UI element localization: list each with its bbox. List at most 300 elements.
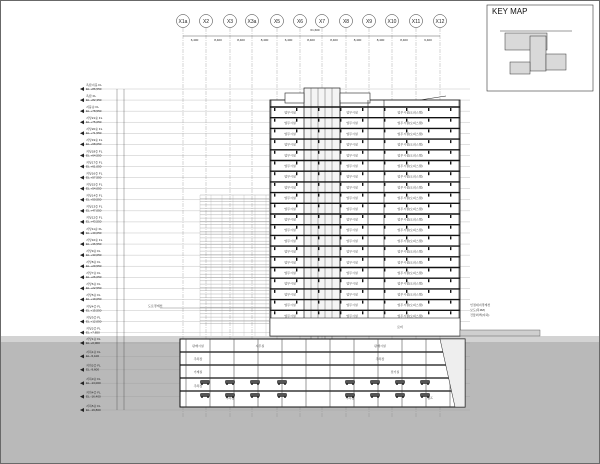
beam-stub (296, 108, 297, 111)
beam-stub (318, 140, 319, 143)
room-label-office: 업무시설(오피스텔) (397, 303, 423, 308)
level-name: 지하1층 FL (86, 350, 101, 355)
overall-dimension: 61,600 (310, 28, 320, 32)
beam-stub (296, 269, 297, 272)
grid-bubble-label: X3a (247, 19, 257, 25)
beam-stub (362, 290, 363, 293)
grid-bubble-label: X6 (296, 19, 304, 25)
room-label-office: 업무시설(오피스텔) (397, 206, 423, 211)
basement-room-label: 주차장 (193, 357, 203, 361)
beam-stub (274, 194, 275, 197)
grid-bubble-label: X12 (435, 19, 445, 25)
beam-stub (362, 108, 363, 111)
beam-stub (274, 151, 275, 154)
beam-stub (318, 129, 319, 132)
beam-stub (362, 226, 363, 229)
car-wheel (346, 383, 348, 385)
grid-bubble-label: X5 (273, 19, 281, 25)
beam-stub (362, 162, 363, 165)
room-label-office: 업무시설 (284, 185, 296, 190)
level-name: 지상16층 FL (86, 171, 103, 176)
grid-bubble-label: X11 (411, 19, 421, 25)
level-elevation: EL.+57,550 (86, 175, 102, 180)
grid-spacing-label: 8,400 (307, 38, 315, 42)
car-wheel (278, 383, 280, 385)
room-label-office: 업무시설 (346, 153, 358, 158)
beam-stub (362, 172, 363, 175)
right-note-1: 인접대지경계선 (470, 303, 491, 307)
beam-stub (362, 301, 363, 304)
level-elevation: EL.+26,050 (86, 275, 102, 280)
beam-stub (318, 194, 319, 197)
level-elevation: EL.+86,550 (86, 86, 102, 91)
right-note-2: 보도(폭3M) (470, 308, 485, 312)
beam-stub (450, 129, 451, 132)
beam-stub (362, 236, 363, 239)
room-label-office: 업무시설(오피스텔) (397, 217, 423, 222)
beam-stub (362, 204, 363, 207)
beam-stub (296, 247, 297, 250)
beam-stub (362, 311, 363, 314)
roof-structure (285, 93, 304, 103)
level-elevation: EL.-5,100 (86, 354, 100, 359)
beam-stub (450, 140, 451, 143)
room-label-office: 업무시설 (346, 271, 358, 275)
car-wheel (402, 396, 404, 398)
beam-stub (274, 129, 275, 132)
level-elevation: EL.-13,000 (86, 381, 101, 385)
beam-stub (274, 301, 275, 304)
key-map-block-4 (546, 54, 566, 70)
beam-stub (318, 226, 319, 229)
beam-stub (428, 108, 429, 111)
car-wheel (371, 383, 373, 385)
room-label-office: 업무시설 (284, 196, 296, 201)
level-name: 지하2층 FL (86, 363, 101, 368)
level-name: 지상12층 FL (86, 215, 103, 220)
car-wheel (232, 383, 234, 385)
level-elevation: EL.+50,550 (86, 197, 102, 202)
beam-stub (318, 247, 319, 250)
room-label-office: 업무시설 (346, 260, 358, 265)
beam-stub (428, 194, 429, 197)
room-label-office: 업무시설 (284, 142, 296, 147)
room-label-office: 업무시설 (346, 174, 358, 179)
level-elevation: EL.+0,000 (86, 340, 100, 345)
level-name: 지붕층 FL (86, 104, 100, 109)
room-label-office: 업무시설 (346, 142, 358, 147)
beam-stub (296, 215, 297, 218)
car-wheel (421, 383, 423, 385)
room-label-office: 업무시설(오피스텔) (397, 260, 423, 265)
room-label-office: 업무시설(오피스텔) (397, 238, 423, 243)
beam-stub (450, 290, 451, 293)
car-wheel (352, 383, 354, 385)
room-label-office: 업무시설 (346, 249, 358, 254)
room-label-office: 업무시설 (284, 110, 296, 115)
level-elevation: EL.+64,550 (86, 153, 102, 158)
beam-stub (450, 269, 451, 272)
room-label-office: 업무시설 (284, 164, 296, 168)
beam-stub (362, 129, 363, 132)
level-name: 지하4층 FL (86, 390, 101, 395)
beam-stub (428, 183, 429, 186)
beam-stub (450, 162, 451, 165)
beam-stub (428, 236, 429, 239)
basement-room-label: 주차장 (345, 396, 355, 400)
beam-stub (362, 183, 363, 186)
room-label-office: 업무시설 (346, 303, 358, 308)
beam-stub (450, 247, 451, 250)
level-name: 지상14층 FL (86, 193, 103, 198)
beam-stub (318, 204, 319, 207)
grid-bubble-label: X1a (178, 19, 188, 25)
right-note-3: 건물외벽(지하) (470, 313, 490, 317)
beam-stub (318, 172, 319, 175)
car-wheel (427, 383, 429, 385)
level-name: 지상5층 FL (86, 293, 101, 298)
level-name: 지상7층 FL (86, 271, 101, 276)
grid-bubble-label: X9 (365, 19, 373, 25)
room-label-office: 업무시설 (284, 217, 296, 222)
beam-stub (318, 301, 319, 304)
grid-bubble-label: X8 (342, 19, 350, 25)
room-label-office: 업무시설 (346, 164, 358, 168)
key-map (487, 5, 593, 91)
level-name: 지상13층 FL (86, 204, 103, 209)
level-name: 지상9층 FL (86, 248, 101, 253)
beam-stub (318, 236, 319, 239)
beam-stub (450, 108, 451, 111)
beam-stub (296, 204, 297, 207)
level-elevation: EL.-19,800 (86, 407, 101, 412)
level-elevation: EL.+40,050 (86, 230, 102, 235)
beam-stub (428, 129, 429, 132)
beam-stub (362, 269, 363, 272)
level-name: 옥탑지붕 FL (86, 82, 102, 87)
car-wheel (402, 383, 404, 385)
beam-stub (362, 279, 363, 282)
level-name: 지상17층 FL (86, 160, 103, 165)
room-label-office: 업무시설 (346, 313, 358, 318)
roof-structure (340, 93, 370, 103)
sidewalk-band (460, 330, 540, 336)
tower-core (304, 88, 340, 336)
beam-stub (274, 162, 275, 165)
car-wheel (278, 396, 280, 398)
beam-stub (296, 162, 297, 165)
level-name: 지상6층 FL (86, 282, 101, 287)
beam-stub (296, 172, 297, 175)
beam-stub (274, 279, 275, 282)
room-label-office: 업무시설(오피스텔) (397, 249, 423, 254)
level-elevation: EL.+7,650 (86, 330, 100, 335)
beam-stub (274, 236, 275, 239)
beam-stub (428, 301, 429, 304)
room-label-office: 업무시설 (346, 292, 358, 297)
beam-stub (318, 108, 319, 111)
level-name: 지상20층 FL (86, 127, 103, 132)
level-name: 지하3층 FL (86, 377, 101, 381)
basement-room-label: 기계실 (193, 370, 203, 374)
level-name: 지상19층 FL (86, 138, 103, 143)
car-wheel (251, 383, 253, 385)
room-label-office: 업무시설 (284, 238, 296, 243)
beam-stub (428, 162, 429, 165)
beam-stub (296, 279, 297, 282)
room-label-office: 업무시설 (346, 110, 358, 115)
room-label-office: 업무시설(오피스텔) (397, 142, 423, 147)
room-label-office: 업무시설(오피스텔) (397, 228, 423, 233)
beam-stub (450, 258, 451, 261)
level-name: 지상4층 FL (86, 304, 101, 309)
level-elevation: EL.+54,050 (86, 186, 102, 191)
beam-stub (428, 311, 429, 314)
car-wheel (201, 396, 203, 398)
room-label-office: 업무시설(오피스텔) (397, 271, 423, 275)
room-label-office: 업무시설 (284, 260, 296, 265)
room-label-office: 업무시설 (284, 131, 296, 136)
beam-stub (318, 258, 319, 261)
room-label-office: 업무시설 (284, 292, 296, 297)
beam-stub (428, 215, 429, 218)
room-label-office: 업무시설 (346, 281, 358, 286)
room-label-office: 업무시설 (284, 121, 296, 126)
level-elevation: EL.+19,050 (86, 297, 102, 302)
beam-stub (296, 301, 297, 304)
beam-stub (450, 204, 451, 207)
grid-spacing-label: 8,400 (330, 38, 338, 42)
beam-stub (274, 183, 275, 186)
room-label-office: 업무시설 (346, 238, 358, 243)
level-name: 옥탑 FL (86, 93, 97, 98)
car-wheel (396, 383, 398, 385)
beam-stub (274, 119, 275, 122)
car-wheel (207, 396, 209, 398)
lobby-label: 로비 (397, 325, 403, 329)
level-elevation: EL.+78,550 (86, 108, 102, 113)
beam-stub (450, 183, 451, 186)
beam-stub (450, 151, 451, 154)
room-label-office: 업무시설 (346, 228, 358, 233)
beam-stub (362, 247, 363, 250)
beam-stub (428, 226, 429, 229)
beam-stub (362, 140, 363, 143)
room-label-office: 업무시설(오피스텔) (397, 281, 423, 286)
beam-stub (296, 290, 297, 293)
room-label-office: 업무시설(오피스텔) (397, 164, 423, 168)
room-label-office: 업무시설 (284, 153, 296, 158)
car-wheel (226, 383, 228, 385)
level-name: 지상2층 FL (86, 326, 101, 331)
car-wheel (251, 396, 253, 398)
beam-stub (428, 247, 429, 250)
beam-stub (450, 226, 451, 229)
basement-room-label: 판매시설 (374, 344, 386, 348)
beam-stub (450, 119, 451, 122)
level-elevation: EL.+12,050 (86, 319, 102, 324)
basement-room-label: 주차장 (193, 384, 203, 388)
key-map-title: KEY MAP (492, 7, 528, 16)
beam-stub (450, 236, 451, 239)
room-label-office: 업무시설 (284, 313, 296, 318)
beam-stub (450, 311, 451, 314)
beam-stub (318, 279, 319, 282)
beam-stub (362, 151, 363, 154)
podium-note: 도로경계선 (148, 304, 163, 308)
car-wheel (377, 383, 379, 385)
beam-stub (318, 151, 319, 154)
beam-stub (274, 258, 275, 261)
room-label-office: 업무시설(오피스텔) (397, 110, 423, 115)
car-wheel (257, 396, 259, 398)
level-name: 지상18층 FL (86, 149, 103, 154)
beam-stub (428, 151, 429, 154)
level-name: 지상21층 FL (86, 116, 103, 121)
level-elevation: EL.+71,550 (86, 131, 102, 136)
car-wheel (257, 383, 259, 385)
beam-stub (296, 236, 297, 239)
car-wheel (207, 383, 209, 385)
beam-stub (428, 172, 429, 175)
beam-stub (296, 129, 297, 132)
beam-stub (274, 311, 275, 314)
room-label-office: 업무시설(오피스텔) (397, 174, 423, 179)
beam-stub (318, 119, 319, 122)
beam-stub (318, 269, 319, 272)
car-wheel (284, 396, 286, 398)
key-map-block-2 (530, 36, 546, 71)
grid-spacing-label: 6,400 (424, 38, 432, 42)
room-label-office: 업무시설(오피스텔) (397, 196, 423, 201)
beam-stub (296, 194, 297, 197)
room-label-office: 업무시설 (284, 281, 296, 286)
beam-stub (428, 258, 429, 261)
beam-stub (274, 204, 275, 207)
beam-stub (296, 258, 297, 261)
beam-stub (428, 279, 429, 282)
room-label-office: 업무시설(오피스텔) (397, 185, 423, 190)
basement-room-label: 주차장 (375, 357, 385, 361)
grid-bubble-label: X2 (202, 19, 210, 25)
beam-stub (274, 140, 275, 143)
level-elevation: EL.+43,550 (86, 219, 102, 224)
beam-stub (318, 215, 319, 218)
grid-spacing-label: 8,400 (353, 38, 362, 42)
key-map-block-3 (510, 62, 530, 74)
level-name: 지상10층 FL (86, 237, 103, 242)
grid-bubble-label: X10 (387, 19, 397, 25)
car-wheel (371, 396, 373, 398)
beam-stub (318, 311, 319, 314)
beam-stub (274, 172, 275, 175)
room-label-office: 업무시설 (284, 271, 296, 275)
car-wheel (284, 383, 286, 385)
room-label-office: 업무시설 (284, 206, 296, 211)
room-label-office: 업무시설 (346, 206, 358, 211)
level-elevation: EL.+75,050 (86, 120, 102, 125)
beam-stub (274, 290, 275, 293)
beam-stub (318, 290, 319, 293)
beam-stub (296, 183, 297, 186)
ground-lobby (270, 318, 460, 336)
room-label-office: 업무시설 (346, 185, 358, 190)
beam-stub (428, 140, 429, 143)
beam-stub (428, 204, 429, 207)
beam-stub (450, 194, 451, 197)
basement-room-label: 판매시설 (192, 344, 204, 348)
level-elevation: EL.+29,550 (86, 264, 102, 269)
beam-stub (450, 172, 451, 175)
beam-stub (274, 108, 275, 111)
beam-stub (428, 290, 429, 293)
level-elevation: EL.+36,550 (86, 241, 102, 246)
grid-bubble-label: X3 (226, 19, 234, 25)
level-elevation: EL.+22,550 (86, 286, 102, 291)
beam-stub (274, 247, 275, 250)
beam-stub (296, 119, 297, 122)
beam-stub (450, 301, 451, 304)
room-label-office: 업무시설(오피스텔) (397, 153, 423, 158)
beam-stub (450, 279, 451, 282)
room-label-office: 업무시설(오피스텔) (397, 313, 423, 318)
beam-stub (362, 194, 363, 197)
beam-stub (318, 162, 319, 165)
beam-stub (274, 226, 275, 229)
grid-spacing-label: 8,400 (400, 38, 408, 42)
car-wheel (377, 396, 379, 398)
room-label-office: 업무시설 (346, 121, 358, 126)
beam-stub (428, 269, 429, 272)
level-elevation: EL.+15,550 (86, 308, 102, 313)
grid-spacing-label: 8,400 (376, 38, 385, 42)
level-name: 지상11층 FL (86, 226, 103, 231)
basement-room-label: 사무실 (255, 344, 265, 348)
level-name: 지상3층 FL (86, 315, 101, 320)
car-wheel (396, 396, 398, 398)
beam-stub (362, 258, 363, 261)
level-name: 지상15층 FL (86, 182, 103, 187)
grid-spacing-label: 8,400 (260, 38, 269, 42)
beam-stub (296, 151, 297, 154)
room-label-office: 업무시설(오피스텔) (397, 121, 423, 126)
beam-stub (318, 183, 319, 186)
basement-room-label: 주차장 (225, 396, 235, 400)
level-elevation: EL.+82,350 (86, 97, 102, 102)
grid-spacing-label: 6,400 (284, 38, 293, 42)
beam-stub (296, 311, 297, 314)
car-wheel (421, 396, 423, 398)
grid-bubble-label: X7 (318, 19, 326, 25)
level-elevation: EL.+68,050 (86, 142, 102, 147)
room-label-office: 업무시설 (346, 196, 358, 201)
level-name: 지하5층 FL (86, 403, 101, 408)
basement-room-label: 전기실 (390, 370, 400, 374)
room-label-office: 업무시설 (284, 174, 296, 179)
beam-stub (274, 215, 275, 218)
grid-spacing-label: 8,400 (214, 38, 222, 42)
level-elevation: EL.+61,050 (86, 164, 102, 169)
grid-spacing-label: 8,400 (237, 38, 245, 42)
beam-stub (362, 215, 363, 218)
beam-stub (428, 119, 429, 122)
beam-stub (274, 269, 275, 272)
level-elevation: EL.-9,600 (86, 367, 100, 372)
room-label-office: 업무시설 (284, 303, 296, 308)
level-name: 지상8층 FL (86, 260, 101, 265)
room-label-office: 업무시설 (284, 228, 296, 233)
room-label-office: 업무시설 (284, 249, 296, 254)
